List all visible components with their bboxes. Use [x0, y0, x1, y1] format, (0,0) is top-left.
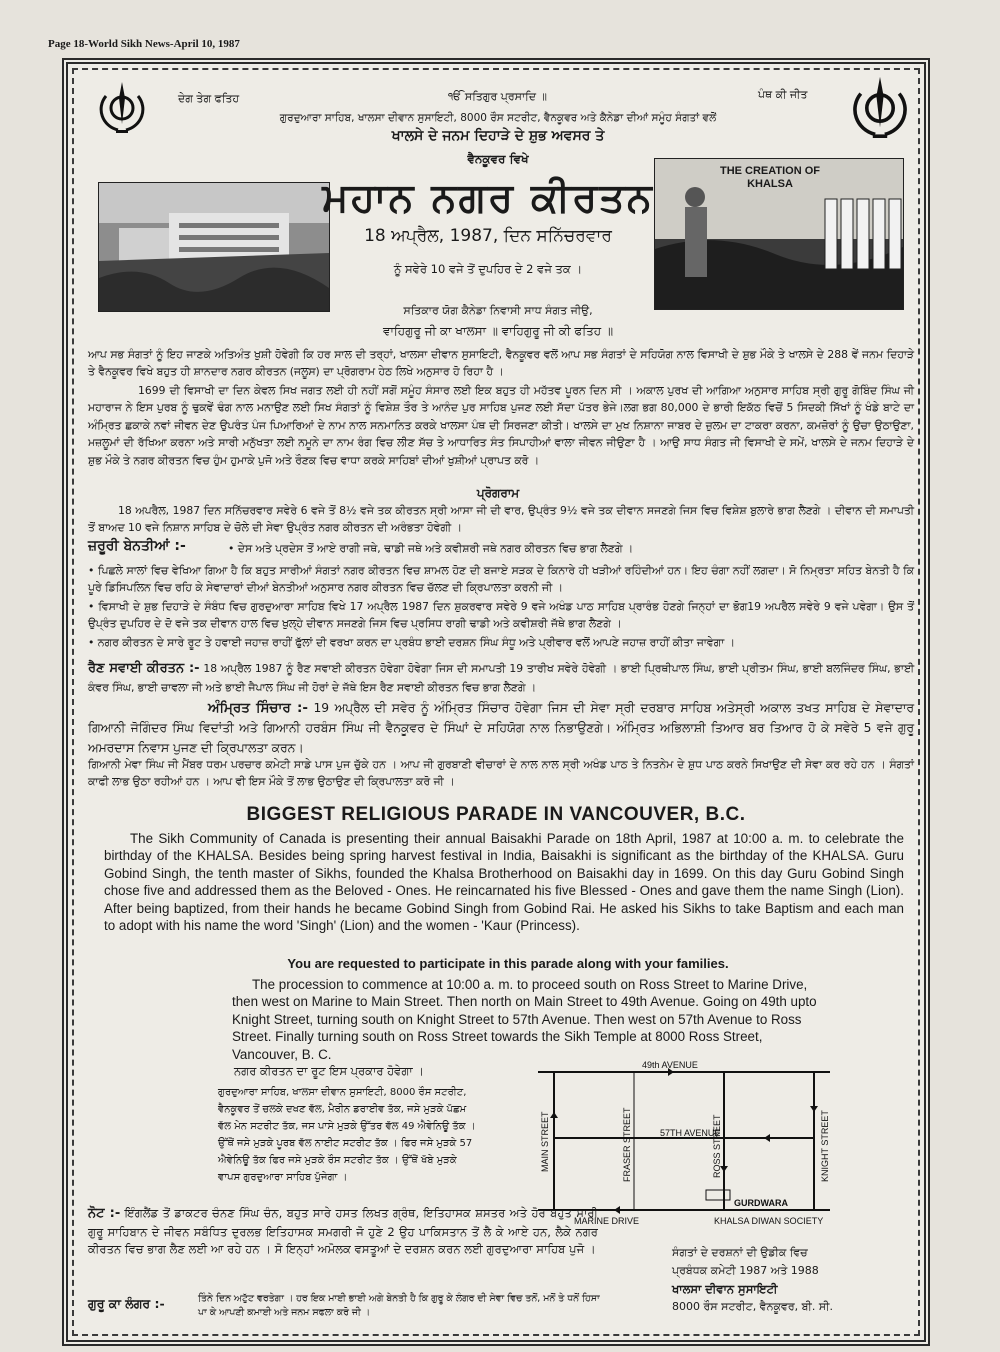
amrit-label: ਅੰਮ੍ਰਿਤ ਸਿੰਚਾਰ :- — [208, 700, 309, 716]
langar-text: ਤਿੰਨੇ ਦਿਨ ਅਟੁੱਟ ਵਰਤੇਗਾ । ਹਰ ਇਕ ਮਾਈ ਭਾਈ ਅਗੇ ਬੇਨਤੀ ਹੈ ਕਿ ਗੁਰੂ ਕੇ ਲੰਗਰ ਦੀ ਸੇਵਾ ਵਿਚ ਤਨੋਂ, ਮਨੋਂ ਤੇ ਧਨੋਂ ਹਿਸਾ ਪਾ ਕੇ ਆਪਣੀ ਕਮਾਈ ਅਤੇ ਜਨਮ ਸਫਲਾ ਕਰੋ ਜੀ । — [198, 1293, 600, 1319]
request-item: • ਵਿਸਾਖੀ ਦੇ ਸ਼ੁਭ ਦਿਹਾੜੇ ਦੇ ਸੰਬੰਧ ਵਿਚ ਗੁਰਦੁਆਰਾ ਸਾਹਿਬ ਵਿਖੇ 17 ਅਪ੍ਰੈਲ 1987 ਦਿਨ ਸ਼ੁਕਰਵਾਰ ਸਵੇਰੇ 9 ਵਜੇ ਅਖੰਡ ਪਾਠ ਸਾਹਿਬ ਪ੍ਰਾਰੰਭ ਹੋਣਗੇ ਜਿਨ੍ਹਾਂ ਦਾ ਭੋਗ19 ਅਪਰੈਲ ਸਵੇਰੇ 9 ਵਜੇ ਪਵੇਗਾ। ਉਸ ਤੋਂ ਉਪ੍ਰੰਤ ਦੁਪਹਿਰ ਦੇ ਦੋ ਵਜੇ ਤਕ ਦੀਵਾਨ ਹਾਲ ਵਿਚ ਖੁਲ੍ਹੇ ਦੀਵਾਨ ਸਜਣਗੇ ਜਿਸ ਵਿਚ ਪ੍ਰਸਿਧ ਰਾਗੀ ਢਾਡੀ ਅਤੇ ਕਵੀਸ਼ਰੀ ਜੱਥੇ ਭਾਗ ਲੈਣਗੇ । — [88, 600, 914, 631]
english-body: The Sikh Community of Canada is presenting their annual Baisakhi Parade on 18th April, 1987 at 10:00 a. m. to celebrate the birthday of the KHALSA. Besides being spring harvest festival in India, Baisakhi is significant as the birthday of the KHALSA. Guru Gobind Singh, the tenth master of Sikhs, founded the Khalsa Brotherhood on Baisakhi day in 1699. On this day Guru Gobind Singh chose five and addressed them as the Beloved - Ones. He reincarnated his five Blessed - Ones and gave them the name Singh (Lion). After being baptized, from their hands he became Gobind Singh from Gobind Rai. He asked his Sikhs to take Baptism and each man to adopt with his name the word 'Singh' (Lion) and the women - 'Kaur (Princess). — [104, 831, 904, 934]
program-heading: ਪ੍ਰੋਗਰਾਮ — [476, 486, 520, 500]
map-label-marine: MARINE DRIVE — [574, 1216, 640, 1226]
greeting-1: ਸਤਿਕਾਰ ਯੋਗ ਕੈਨੇਡਾ ਨਿਵਾਸੀ ਸਾਧ ਸੰਗਤ ਜੀਉ, — [403, 304, 593, 317]
request-item: • ਨਗਰ ਕੀਰਤਨ ਦੇ ਸਾਰੇ ਰੂਟ ਤੇ ਹਵਾਈ ਜਹਾਜ਼ ਰਾਹੀਂ ਫੁੱਲਾਂ ਦੀ ਵਰਖਾ ਕਰਨ ਦਾ ਪ੍ਰਬੰਧ ਭਾਈ ਦਰਸ਼ਨ ਸਿੰਘ ਸੰਧੂ ਅਤੇ ਪ੍ਰੀਵਾਰ ਵਲੋਂ ਆਪਣੇ ਜਹਾਜ਼ ਰਾਹੀਂ ਕੀਤਾ ਜਾਵੇਗਾ । — [88, 636, 735, 649]
header-line-3: ਵੈਨਕੂਵਰ ਵਿਖੇ — [467, 152, 529, 166]
right-slogan: ਪੰਥ ਕੀ ਜੀਤ — [758, 88, 808, 101]
amrit-text: 19 ਅਪ੍ਰੈਲ ਦੀ ਸਵੇਰ ਨੂੰ ਅੰਮ੍ਰਿਤ ਸਿੰਚਾਰ ਹੋਵੇਗਾ ਜਿਸ ਦੀ ਸੇਵਾ ਸ੍ਰੀ ਦਰਬਾਰ ਸਾਹਿਬ ਅਤੇਸ੍ਰੀ ਅਕਾਲ ਤਖਤ ਸਾਹਿਬ ਦੇ ਸੇਵਾਦਾਰ ਗਿਆਨੀ ਜੋਗਿੰਦਰ ਸਿੰਘ ਵਿਦਾਂਤੀ ਅਤੇ ਗਿਆਨੀ ਹਰਬੰਸ ਸਿੰਘ ਜੀ ਵੈਨਕੂਵਰ ਦੇ ਸਿੰਘਾਂ ਦੇ ਸਹਿਯੋਗ ਨਾਲ ਨਿਭਾਉਣਗੇ। ਅੰਮ੍ਰਿਤ ਅਭਿਲਾਸ਼ੀ ਤਿਆਰ ਬਰ ਤਿਆਰ ਹੋ ਕੇ ਸਵੇਰੇ 5 ਵਜੇ ਗੁਰੂ ਅਮਰਦਾਸ ਨਿਵਾਸ ਪੁਜਣ ਦੀ ਕ੍ਰਿਪਾਲਤਾ ਕਰਨ। — [88, 701, 914, 755]
note-label: ਨੋਟ :- — [88, 1206, 121, 1221]
event-time: ਨੂੰ ਸਵੇਰੇ 10 ਵਜੇ ਤੋਂ ਦੁਪਹਿਰ ਦੇ 2 ਵਜੇ ਤਕ । — [393, 262, 583, 276]
map-label-49th: 49th AVENUE — [642, 1060, 698, 1070]
signoff-line-3: ਖਾਲਸਾ ਦੀਵਾਨ ਸੁਸਾਇਟੀ — [672, 1281, 778, 1296]
creation-khalsa-image — [654, 158, 904, 310]
note-paragraph — [88, 1204, 598, 1258]
intro-paragraph: ਆਪ ਸਭ ਸੰਗਤਾਂ ਨੂੰ ਇਹ ਜਾਣਕੇ ਅਤਿਅੰਤ ਖੁਸ਼ੀ ਹੋਵੇਗੀ ਕਿ ਹਰ ਸਾਲ ਦੀ ਤਰ੍ਹਾਂ, ਖਾਲਸਾ ਦੀਵਾਨ ਸੁਸਾਇਟੀ, ਵੈਨਕੂਵਰ ਵਲੋਂ ਆਪ ਸਭ ਸੰਗਤਾਂ ਦੇ ਸਹਿਯੋਗ ਨਾਲ ਵਿਸਾਖੀ ਦੇ ਸ਼ੁਭ ਮੌਕੇ ਤੇ ਖਾਲਸੇ ਦੇ 288 ਵੇਂ ਜਨਮ ਦਿਹਾੜੇ ਤੇ ਵੈਨਕੂਵਰ ਵਿਖੇ ਬਹੁਤ ਹੀ ਸ਼ਾਨਦਾਰ ਨਗਰ ਕੀਰਤਨ (ਜਲੂਸ) ਦਾ ਪ੍ਰੋਗਰਾਮ ਹੇਠ ਲਿਖੇ ਅਨੁਸਾਰ ਹੋ ਰਿਹਾ ਹੈ । — [88, 348, 914, 379]
map-label-ross: ROSS STREET — [712, 1114, 722, 1178]
amrit-sanchar — [88, 698, 914, 758]
program-paragraph: 18 ਅਪਰੈਲ, 1987 ਦਿਨ ਸਨਿੱਚਰਵਾਰ ਸਵੇਰੇ 6 ਵਜੇ ਤੋਂ 8½ ਵਜੇ ਤਕ ਕੀਰਤਨ ਸ੍ਰੀ ਆਸਾ ਜੀ ਦੀ ਵਾਰ, ਉਪ੍ਰੰਤ 9½ ਵਜੇ ਤਕ ਦੀਵਾਨ ਸਜਣਗੇ ਜਿਸ ਵਿਚ ਵਿਸ਼ੇਸ਼ ਬੁਲਾਰੇ ਭਾਗ ਲੈਣਗੇ । ਦੀਵਾਨ ਦੀ ਸਮਾਪਤੀ ਤੋਂ ਬਾਅਦ 10 ਵਜੇ ਨਿਸ਼ਾਨ ਸਾਹਿਬ ਦੇ ਚੋਲੇ ਦੀ ਸੇਵਾ ਉਪ੍ਰੰਤ ਨਗਰ ਕੀਰਤਨ ਦੀ ਅਰੰਭਤਾ ਹੋਵੇਗੀ । — [88, 504, 914, 535]
requests-intro: • ਦੇਸ ਅਤੇ ਪ੍ਰਦੇਸ ਤੋਂ ਆਏ ਰਾਗੀ ਜਥੇ, ਢਾਡੀ ਜਥੇ ਅਤੇ ਕਵੀਸ਼ਰੀ ਜਥੇ ਨਗਰ ਕੀਰਤਨ ਵਿਚ ਭਾਗ ਲੈਣਗੇ । — [228, 542, 634, 555]
invocation: ੴ ਸਤਿਗੁਰ ਪ੍ਰਸਾਦਿ ॥ — [448, 90, 547, 103]
map-label-knight: KNIGHT STREET — [820, 1110, 830, 1182]
requests-label: ਜ਼ਰੂਰੀ ਬੇਨਤੀਆਂ :- — [88, 538, 186, 554]
khanda-icon-right — [844, 72, 916, 144]
map-label-society: KHALSA DIWAN SOCIETY — [714, 1216, 824, 1226]
request-item: • ਪਿਛਲੇ ਸਾਲਾਂ ਵਿਚ ਵੇਖਿਆ ਗਿਆ ਹੈ ਕਿ ਬਹੁਤ ਸਾਰੀਆਂ ਸੰਗਤਾਂ ਨਗਰ ਕੀਰਤਨ ਵਿਚ ਸ਼ਾਮਲ ਹੋਣ ਦੀ ਬਜਾਏ ਸੜਕ ਦੇ ਕਿਨਾਰੇ ਹੀ ਖੜੀਆਂ ਰਹਿੰਦੀਆਂ ਹਨ। ਇਹ ਚੰਗਾ ਨਹੀਂ ਲਗਦਾ। ਸੋ ਨਿਮ੍ਰਤਾ ਸਹਿਤ ਬੇਨਤੀ ਹੈ ਕਿ ਪੂਰੇ ਡਿਸਿਪਲਿਨ ਵਿਚ ਰਹਿ ਕੇ ਸੇਵਾਦਾਰਾਂ ਦੀਆਂ ਬੇਨਤੀਆਂ ਅਨੁਸਾਰ ਨਗਰ ਕੀਰਤਨ ਵਿਚ ਚੱਲਣ ਦੀ ਕ੍ਰਿਪਾਲਤਾ ਕਰਨੀ ਜੀ । — [88, 564, 914, 595]
map-label-57th: 57TH AVENUE — [660, 1128, 721, 1138]
map-label-gurdwara: GURDWARA — [734, 1198, 788, 1208]
rain-kirtan-text: 18 ਅਪ੍ਰੈਲ 1987 ਨੂੰ ਰੈਣ ਸਵਾਈ ਕੀਰਤਨ ਹੋਵੇਗਾ ਹੋਵੇਗਾ ਜਿਸ ਦੀ ਸਮਾਪਤੀ 19 ਤਾਰੀਖ ਸਵੇਰੇ ਹੋਵੇਗੀ । ਭਾਈ ਪ੍ਰਿਥੀਪਾਲ ਸਿੰਘ, ਭਾਈ ਪ੍ਰੀਤਮ ਸਿੰਘ, ਭਾਈ ਬਲਜਿੰਦਰ ਸਿੰਘ, ਭਾਈ ਕੰਵਰ ਸਿੰਘ, ਭਾਈ ਚਾਵਲਾ ਜੀ ਅਤੇ ਭਾਈ ਜੈਪਾਲ ਸਿੰਘ ਜੀ ਹੋਰਾਂ ਦੇ ਜੱਥੇ ਇਸ ਰੈਣ ਸਵਾਈ ਕੀਰਤਨ ਵਿਚ ਭਾਗ ਲੈਣਗੇ । — [88, 662, 915, 695]
signoff-block — [672, 1244, 833, 1316]
rain-kirtan — [88, 658, 914, 697]
header-line-2: ਖਾਲਸੇ ਦੇ ਜਨਮ ਦਿਹਾੜੇ ਦੇ ਸ਼ੁਭ ਅਵਸਰ ਤੇ — [391, 128, 605, 144]
gurdwara-photo — [98, 182, 330, 312]
left-slogan: ਦੇਗ ਤੇਗ ਫਤਿਹ — [178, 92, 240, 105]
signoff-line-1: ਸੰਗਤਾਂ ਦੇ ਦਰਸ਼ਨਾਂ ਦੀ ਉਡੀਕ ਵਿਚ — [672, 1246, 808, 1259]
rain-kirtan-label: ਰੈਣ ਸਵਾਈ ਕੀਰਤਨ :- — [88, 661, 200, 676]
signoff-line-4: 8000 ਰੌਸ ਸਟਰੀਟ, ਵੈਨਕੂਵਰ, ਬੀ. ਸੀ. — [672, 1300, 833, 1314]
english-route: The procession to commence at 10:00 a. m. to proceed south on Ross Street to Marine Drive, then west on Marine to Main Street. Then north on Main Street to 49th Avenue. Going on 49th upto Knight Street, turning south on Knight Street to 57th Avenue. Then west on 57th Avenue to Ross Street. Finally turning south on Ross Street towards the Sikh Temple at 8000 Ross Street, Vancouver, B. C. — [232, 977, 817, 1062]
history-paragraph: 1699 ਦੀ ਵਿਸਾਖੀ ਦਾ ਦਿਨ ਕੇਵਲ ਸਿਖ ਜਗਤ ਲਈ ਹੀ ਨਹੀਂ ਸਗੋਂ ਸਮੂੰਹ ਸੰਸਾਰ ਲਈ ਇਕ ਬਹੁਤ ਹੀ ਮਹੱਤਵ ਪੂਰਨ ਦਿਨ ਸੀ । ਅਕਾਲ ਪੁਰਖ ਦੀ ਆਗਿਆ ਅਨੁਸਾਰ ਸਾਹਿਬ ਸ੍ਰੀ ਗੁਰੂ ਗੋਬਿੰਦ ਸਿੰਘ ਜੀ ਮਹਾਰਾਜ ਨੇ ਇਸ ਪੁਰਬ ਨੂੰ ਢੁਕਵੇਂ ਢੰਗ ਨਾਲ ਮਨਾਉਣ ਲਈ ਸਿਖ ਸੰਗਤਾਂ ਨੂੰ ਵਿਸ਼ੇਸ਼ ਤੌਰ ਤੇ ਆਨੰਦ ਪੁਰ ਸਾਹਿਬ ਪੁਜਣ ਲਈ ਸੱਦਾ ਪੱਤਰ ਭੇਜੇ।ਲਗ ਭਗ 80,000 ਦੇ ਭਾਰੀ ਇਕੱਠ ਵਿਚੋਂ 5 ਸਿਦਕੀ ਸਿੱਖਾਂ ਨੂੰ ਖੰਡੇ ਬਾਟੇ ਦਾ ਅੰਮ੍ਰਿਤ ਛਕਾਕੇ ਨਵਾਂ ਜੀਵਨ ਦੇਣ ਉਪਰੰਤ ਪੰਜ ਪਿਆਰਿਆਂ ਦੇ ਨਾਮ ਨਾਲ ਸਨਮਾਨਿਤ ਕਰਕੇ ਖਾਲਸਾ ਪੰਥ ਦੀ ਸਿਰਜਣਾ ਕੀਤੀ। ਖਾਲਸੇ ਦਾ ਮੁਖ ਨਿਸ਼ਾਨਾ ਜਾਬਰ ਦੇ ਜ਼ੁਲਮ ਦਾ ਟਾਕਰਾ ਕਰਨਾ, ਕਮਜ਼ੋਰਾਂ ਨੂੰ ਉਚਾ ਉਠਾਉਣਾ, ਮਜ਼ਲੂਮਾਂ ਦੀ ਰੱਖਿਆ ਕਰਨਾ ਅਤੇ ਸਾਰੀ ਮਨੁੱਖਤਾ ਲਈ ਨਮੂਨੇ ਦਾ ਨਾਮ ਰੰਗ ਵਿਚ ਲੀਣ ਸੱਚ ਤੇ ਆਧਾਰਿਤ ਸੰਤ ਸਿਪਾਹੀਆਂ ਵਾਲਾ ਜੀਵਨ ਜੀਉਣਾ ਹੈ । ਆਉ ਸਾਧ ਸੰਗਤ ਜੀ ਵਿਸਾਖੀ ਦੇ ਸਮੇਂ, ਖਾਲਸੇ ਦੇ ਜਨਮ ਦਿਹਾੜੇ ਦੇ ਸ਼ੁਭ ਮੌਕੇ ਤੇ ਨਗਰ ਕੀਰਤਨ ਵਿਚ ਹੁੰਮ ਹੁਮਾਕੇ ਪੁਜੋ ਅਤੇ ਰੌਣਕ ਵਿਚ ਵਾਧਾ ਕਰਕੇ ਸਾਹਿਬਾਂ ਦੀਆਂ ਖੁਸ਼ੀਆਂ ਪ੍ਰਾਪਤ ਕਰੋ । — [88, 384, 914, 467]
english-heading: BIGGEST RELIGIOUS PARADE IN VANCOUVER, B.C. — [246, 804, 746, 825]
header-line-1: ਗੁਰਦੁਆਰਾ ਸਾਹਿਬ, ਖਾਲਸਾ ਦੀਵਾਨ ਸੁਸਾਇਟੀ, 8000 ਰੌਸ ਸਟਰੀਟ, ਵੈਨਕੂਵਰ ਅਤੇ ਕੈਨੇਡਾ ਦੀਆਂ ਸਮੂੰਹ ਸੰਗਤਾਂ ਵਲੋਂ — [279, 112, 717, 124]
greeting-2: ਵਾਹਿਗੁਰੂ ਜੀ ਕਾ ਖਾਲਸਾ ॥ ਵਾਹਿਗੁਰੂ ਜੀ ਕੀ ਫਤਿਹ ॥ — [382, 324, 614, 338]
signoff-line-2: ਪ੍ਰਬੰਧਕ ਕਮੇਟੀ 1987 ਅਤੇ 1988 — [672, 1263, 819, 1277]
map-label-fraser: FRASER STREET — [622, 1107, 632, 1182]
poster-frame — [62, 58, 930, 1346]
image-caption: THE CREATION OF KHALSA — [719, 165, 820, 191]
langar-label: ਗੁਰੂ ਕਾ ਲੰਗਰ :- — [88, 1296, 165, 1311]
route-heading: ਨਗਰ ਕੀਰਤਨ ਦਾ ਰੂਟ ਇਸ ਪ੍ਰਕਾਰ ਹੋਵੇਗਾ । — [234, 1064, 425, 1078]
khanda-icon-left — [92, 78, 152, 138]
english-request: You are requested to participate in this parade along with your families. — [287, 956, 729, 971]
main-title: ਮਹਾਨ ਨਗਰ ਕੀਰਤਨ — [322, 174, 654, 221]
map-label-main: MAIN STREET — [540, 1111, 550, 1172]
page-header: Page 18-World Sikh News-April 10, 1987 — [48, 38, 240, 50]
note-text: ਇੰਗਲੈਂਡ ਤੋਂ ਡਾਕਟਰ ਚੰਨਣ ਸਿੰਘ ਚੰਨ, ਬਹੁਤ ਸਾਰੇ ਹਸਤ ਲਿਖਤ ਗ੍ਰੰਥ, ਇਤਿਹਾਸਕ ਸ਼ਸਤਰ ਅਤੇ ਹੋਰ ਬਹੁਤ ਸਾਰੀ ਗੁਰੂ ਸਾਹਿਬਾਨ ਦੇ ਜੀਵਨ ਸਬੰਧਿਤ ਦੁਰਲਭ ਇਤਿਹਾਸਕ ਸਮਗਰੀ ਜੋ ਹੁਣੇ 2 ਉਹ ਪਾਕਿਸਤਾਨ ਤੋਂ ਲੈ ਕੇ ਆਏ ਹਨ, ਲੈਕੇ ਨਗਰ ਕੀਰਤਨ ਵਿਚ ਭਾਗ ਲੈਣ ਲਈ ਆ ਰਹੇ ਹਨ । ਸੋ ਇਨ੍ਹਾਂ ਅਮੋਲਕ ਵਸਤੂਆਂ ਦੇ ਦਰਸ਼ਨ ਕਰਨ ਲਈ ਗੁਰਦੁਆਰਾ ਸਾਹਿਬ ਪੁਜੋ । — [88, 1206, 599, 1256]
route-punjabi-text: ਗੁਰਦੁਆਰਾ ਸਾਹਿਬ, ਖਾਲਸਾ ਦੀਵਾਨ ਸੁਸਾਇਟੀ, 8000 ਰੌਸ ਸਟਰੀਟ, ਵੈਨਕੂਵਰ ਤੋਂ ਚਲਕੇ ਦਖਣ ਵੱਲ, ਮੈਰੀਨ ਡਰਾਈਵ ਤੱਕ, ਜਸੇ ਮੁੜਕੇ ਪੱਛਮ ਵੱਲ ਮੇਨ ਸਟਰੀਟ ਤੱਕ, ਜਸ ਪਾਸੇ ਮੁੜਕੇ ਉੱਤਰ ਵੱਲ 49 ਐਵੇਨਿਊ ਤੱਕ । ਉੱਥੋਂ ਜਸੇ ਮੁੜਕੇ ਪੂਰਬ ਵੱਲ ਨਾਈਟ ਸਟਰੀਟ ਤੱਕ । ਫਿਰ ਜਸੇ ਮੁੜਕੇ 57 ਐਵੇਨਿਊ ਤੱਕ ਫਿਰ ਜਸੇ ਮੁੜਕੇ ਰੌਸ ਸਟਰੀਟ ਤੱਕ । ਉੱਥੋਂ ਖੱਬੇ ਮੁੜਕੇ ਵਾਪਸ ਗੁਰਦੁਆਰਾ ਸਾਹਿਬ ਪੁੱਜੇਗਾ । — [218, 1087, 476, 1183]
giani-paragraph: ਗਿਆਨੀ ਮੇਵਾ ਸਿੰਘ ਜੀ ਮੈਂਬਰ ਧਰਮ ਪਰਚਾਰ ਕਮੇਟੀ ਸਾਡੇ ਪਾਸ ਪੁਜ ਚੁੱਕੇ ਹਨ । ਆਪ ਜੀ ਗੁਰਬਾਣੀ ਵੀਚਾਰਾਂ ਦੇ ਨਾਲ ਨਾਲ ਸ੍ਰੀ ਅਖੰਡ ਪਾਠ ਤੇ ਨਿਤਨੇਮ ਦੇ ਸ਼ੁਧ ਪਾਠ ਕਰਨੇ ਸਿਖਾਉਣ ਦੀ ਸੇਵਾ ਕਰ ਰਹੇ ਹਨ । ਸੰਗਤਾਂ ਕਾਫੀ ਲਾਭ ਉਠਾ ਰਹੀਆਂ ਹਨ । ਆਪ ਵੀ ਇਸ ਮੌਕੇ ਤੋਂ ਲਾਭ ਉਠਾਉਣ ਦੀ ਕ੍ਰਿਪਾਲਤਾ ਕਰੋ ਜੀ । — [88, 758, 914, 789]
event-date: 18 ਅਪ੍ਰੈਲ, 1987, ਦਿਨ ਸਨਿੱਚਰਵਾਰ — [364, 226, 612, 246]
